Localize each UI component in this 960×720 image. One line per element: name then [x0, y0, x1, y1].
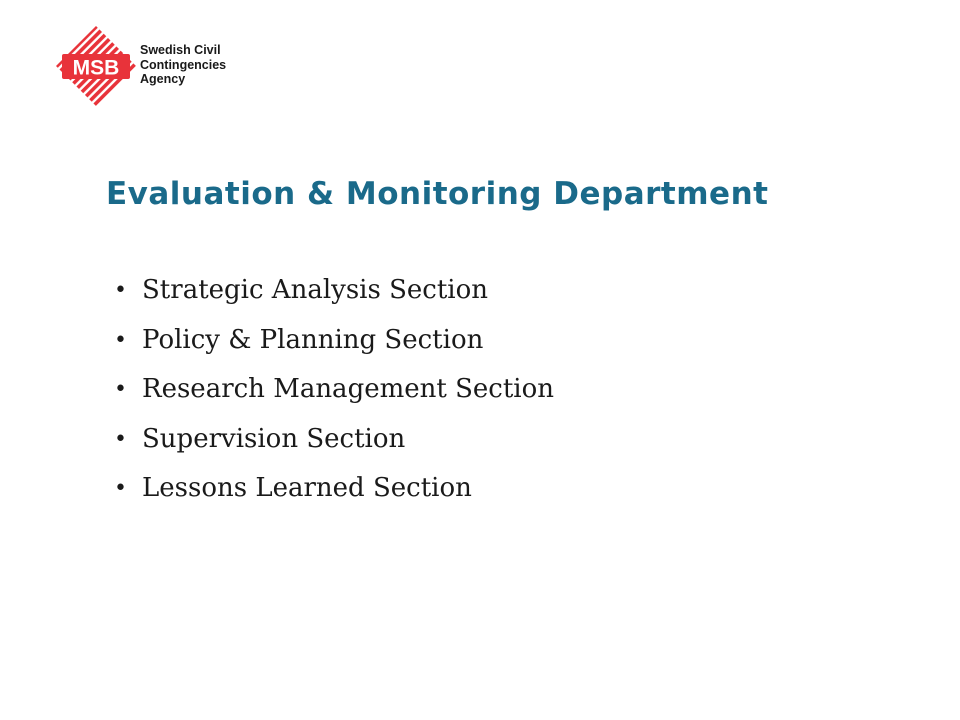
bullet-text: Policy & Planning Section	[142, 324, 484, 355]
bullet-dot-icon: •	[114, 278, 127, 303]
bullet-item	[112, 365, 554, 415]
slide-title: Evaluation & Monitoring Department	[106, 176, 769, 212]
msb-logo	[54, 24, 234, 122]
bullet-dot-icon: •	[114, 327, 127, 353]
bullet-text: Supervision Section	[142, 423, 406, 454]
bullet-text: Lessons Learned Section	[142, 473, 472, 503]
logo-organization-name: Swedish Civil Contingencies Agency	[140, 43, 227, 86]
bullet-dot-icon: •	[114, 377, 127, 402]
bullet-item	[112, 316, 554, 366]
bullet-item	[112, 415, 554, 465]
bullet-dot-icon: •	[114, 426, 127, 452]
bullet-dot-icon: •	[114, 476, 127, 501]
logo-abbreviation: MSB	[72, 56, 120, 80]
bullet-list	[112, 266, 554, 514]
bullet-item	[112, 464, 554, 514]
msb-logo-icon	[54, 24, 138, 122]
bullet-text: Strategic Analysis Section	[142, 275, 489, 305]
bullet-item	[112, 266, 554, 316]
bullet-text: Research Management Section	[142, 374, 555, 404]
